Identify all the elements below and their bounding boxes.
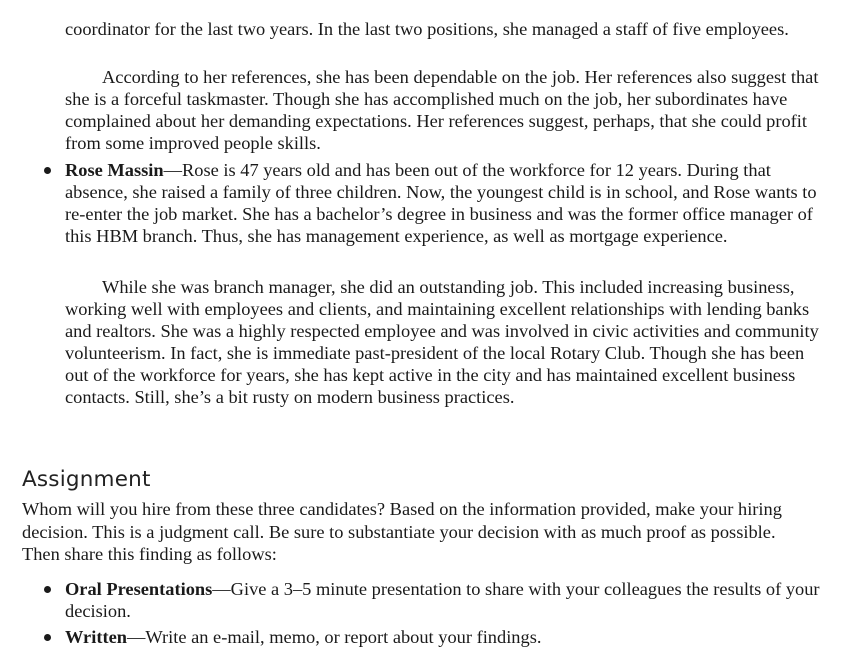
- candidate-detail-paragraph: While she was branch manager, she did an outstanding job. This included increasing business, working well with employees and clients, and maintaining excellent relationships with lending banks and realtors. She was a highly respected employee and was involved in civic activities and community volunteerism. In fact, she is immediate past-president of the local Rotary Club. Though she has been out of the workforce for years, she has kept active in the city and has maintained excellent business contacts. Still, she’s a bit rusty on modern business practices.: [65, 277, 819, 407]
- bullet-icon: [44, 634, 51, 641]
- assignment-item-term: Written: [65, 627, 127, 647]
- assignment-item-desc: —Write an e-mail, memo, or report about your findings.: [126, 627, 542, 647]
- bullet-icon: [44, 167, 51, 174]
- bullet-icon: [44, 586, 51, 593]
- references-paragraph: According to her references, she has been dependable on the job. Her references also suggest that she is a forceful taskmaster. Though she has accomplished much on the job, her subordinates have complained about her demanding expectations. Her references suggest, perhaps, that she could profit from some improved people skills.: [65, 67, 819, 153]
- assignment-item-term: Oral Presentations: [65, 579, 213, 599]
- continued-paragraph: coordinator for the last two years. In the last two positions, she managed a staff of five employees.: [65, 19, 789, 39]
- assignment-item-text: [65, 626, 825, 648]
- candidate-summary: [65, 159, 825, 247]
- assignment-item-text: [65, 578, 825, 622]
- assignment-item-desc: —Give a 3–5 minute presentation to share with your colleagues the results of your decision.: [65, 579, 820, 621]
- assignment-body: Whom will you hire from these three candidates? Based on the information provided, make your hiring decision. This is a judgment call. Be sure to substantiate your decision with as much proof as possible. Then share this finding as follows:: [22, 499, 782, 564]
- section-heading: Assignment: [22, 467, 151, 492]
- candidate-name: Rose Massin: [65, 160, 164, 180]
- candidate-summary-text: —Rose is 47 years old and has been out of the workforce for 12 years. During that absence, she raised a family of three children. Now, the youngest child is in school, and Rose wants to re-enter the job market. She has a bachelor’s degree in business and was the former office manager of this HBM branch. Thus, she has management experience, as well as mortgage experience.: [65, 160, 817, 246]
